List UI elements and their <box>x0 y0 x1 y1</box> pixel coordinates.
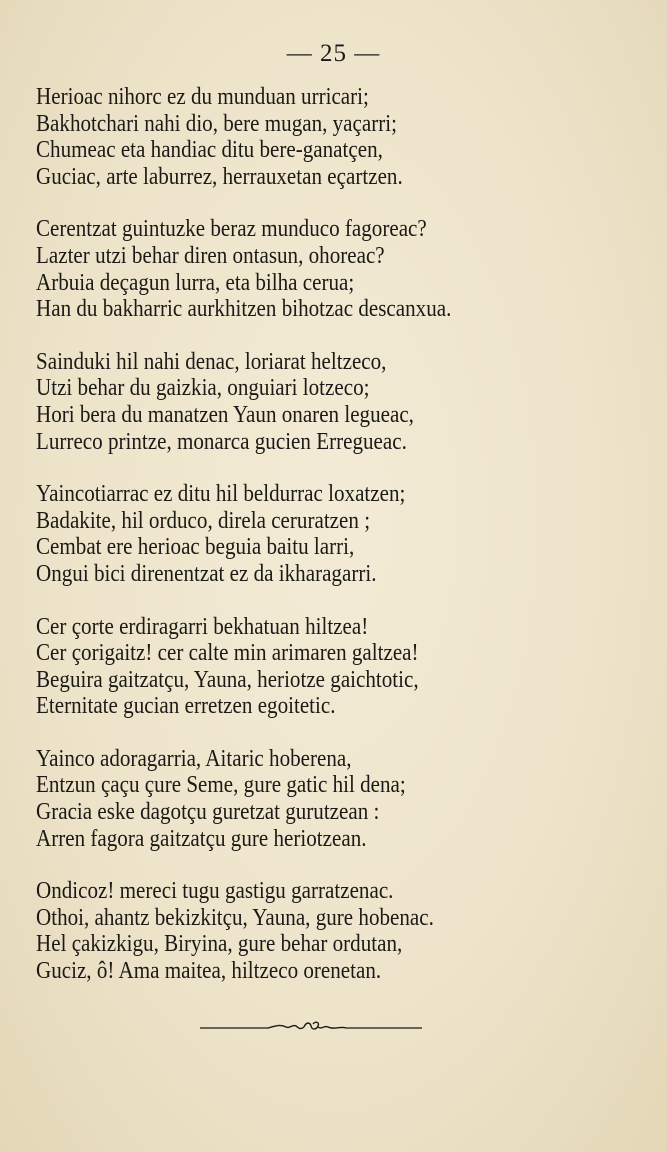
stanza-5 <box>36 614 636 720</box>
verse: Sainduki hil nahi denac, loriarat heltzeco, <box>36 347 387 375</box>
verse: Hori bera du manatzen Yaun onaren legueac, <box>36 400 414 428</box>
verse: Ongui bici direnentzat ez da ikharagarri. <box>36 559 377 587</box>
verse: Lurreco printze, monarca gucien Erregueac. <box>36 427 407 455</box>
stanza-6 <box>36 746 636 852</box>
verse: Yainco adoragarria, Aitaric hoberena, <box>36 744 352 772</box>
verse: Bakhotchari nahi dio, bere mugan, yaçarri; <box>36 109 397 137</box>
verse: Cer çorte erdiragarri bekhatuan hiltzea! <box>36 612 369 640</box>
verse: Othoi, ahantz bekizkitçu, Yauna, gure hobenac. <box>36 903 434 931</box>
verse: Cembat ere herioac beguia baitu larri, <box>36 533 355 561</box>
verse: Cer çorigaitz! cer calte min arimaren galtzea! <box>36 639 419 667</box>
verse: Badakite, hil orduco, direla ceruratzen ; <box>36 506 371 534</box>
verse: Herioac nihorc ez du munduan urricari; <box>36 83 369 110</box>
verse: Hel çakizkigu, Biryina, gure behar ordutan, <box>36 930 403 958</box>
verse: Utzi behar du gaizkia, onguiari lotzeco; <box>36 374 370 402</box>
verse: Arbuia deçagun lurra, eta bilha cerua; <box>36 268 355 296</box>
verse: Beguira gaitzatçu, Yauna, heriotze gaichtotic, <box>36 665 419 693</box>
stanza-2 <box>36 216 636 322</box>
verse: Ondicoz! mereci tugu gastigu garratzenac. <box>36 877 394 905</box>
end-of-text-flourish-icon <box>200 1018 422 1038</box>
verse: Entzun çaçu çure Seme, gure gatic hil dena; <box>36 771 406 799</box>
verse: Arren fagora gaitzatçu gure heriotzean. <box>36 824 367 852</box>
page-number: — 25 — <box>286 40 381 67</box>
stanza-3 <box>36 349 636 455</box>
verse: Guciac, arte laburrez, herrauxetan eçartzen. <box>36 162 403 190</box>
verse: Yaincotiarrac ez ditu hil beldurrac loxatzen; <box>36 480 406 508</box>
verse: Han du bakharric aurkhitzen bihotzac descanxua. <box>36 295 452 323</box>
stanza-4 <box>36 481 636 587</box>
verse: Chumeac eta handiac ditu bere-ganatçen, <box>36 136 383 164</box>
verse: Gracia eske dagotçu guretzat gurutzean : <box>36 798 380 826</box>
poem <box>36 84 636 1011</box>
stanza-7 <box>36 878 636 984</box>
verse: Cerentzat guintuzke beraz munduco fagoreac? <box>36 215 427 243</box>
verse: Eternitate gucian erretzen egoitetic. <box>36 692 336 720</box>
stanza-1 <box>36 84 636 190</box>
verse: Guciz, ô! Ama maitea, hiltzeco orenetan. <box>36 957 382 985</box>
verse: Lazter utzi behar diren ontasun, ohoreac? <box>36 241 385 269</box>
